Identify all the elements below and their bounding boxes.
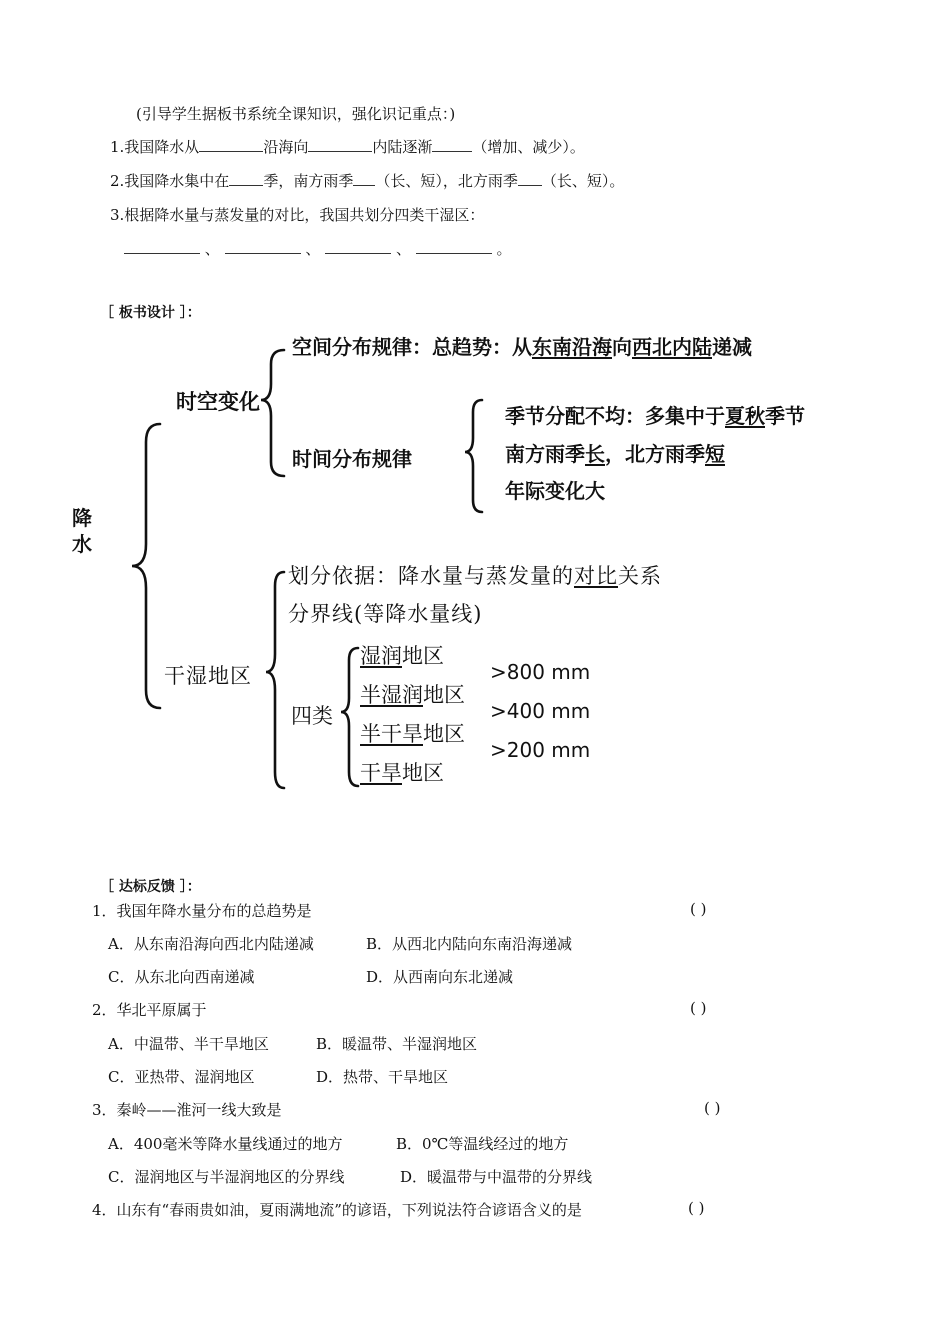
review-question-3: 3.根据降水量与蒸发量的对比，我国共划分四类干湿区： <box>110 206 485 224</box>
fb-q2-option-b[interactable]: B．暖温带、半湿润地区 <box>316 1035 478 1053</box>
board-season <box>505 400 805 429</box>
board-dry-wet: 干湿地区 <box>164 664 252 688</box>
feedback-heading: ［ 达标反馈 ］： <box>100 879 201 895</box>
region-semi-humid <box>360 679 465 709</box>
fb-q3-answer[interactable]: ( ) <box>704 1099 721 1117</box>
fb-q1-stem: 1．我国年降水量分布的总趋势是 <box>92 902 312 920</box>
board-basis <box>288 560 662 590</box>
board-temporal: 时间分布规律 <box>292 447 412 471</box>
fb-q1-option-d[interactable]: D．从西南向东北递减 <box>366 968 514 986</box>
season-prefix: 季节分配不均：多集中于 <box>505 404 725 428</box>
fb-q4-answer[interactable]: ( ) <box>688 1199 705 1217</box>
q1-part-1: 1.我国降水从 <box>110 138 200 156</box>
season-summer-autumn: 夏秋 <box>725 404 765 428</box>
q2-part-2: 季，南方雨季 <box>263 172 354 190</box>
region-arid <box>360 757 444 787</box>
region-arid-key: 干旱 <box>360 761 402 785</box>
fb-q1-option-c[interactable]: C．从东北向西南递减 <box>108 968 255 986</box>
fb-q3-option-d[interactable]: D．暖温带与中温带的分界线 <box>400 1168 593 1186</box>
q3-sep-1: 、 <box>204 240 220 258</box>
region-semi-arid <box>360 718 465 748</box>
fb-q2-option-c[interactable]: C．亚热带、湿润地区 <box>108 1068 255 1086</box>
region-humid <box>360 640 444 670</box>
rainy-part-1: 南方雨季 <box>505 442 585 466</box>
q1-part-3: 内陆逐渐 <box>372 138 433 156</box>
fb-q1-option-b[interactable]: B．从西北内陆向东南沿海递减 <box>366 935 573 953</box>
season-suffix: 季节 <box>765 404 805 428</box>
spatial-prefix: 空间分布规律：总趋势：从 <box>292 335 532 359</box>
q1-part-4: （增加、减少）。 <box>472 138 585 156</box>
board-interannual: 年际变化大 <box>505 479 605 503</box>
region-arid-rest: 地区 <box>402 761 444 785</box>
fb-q4-stem: 4．山东有“春雨贵如油，夏雨满地流”的谚语，下列说法符合谚语含义的是 <box>92 1201 582 1219</box>
board-four-types: 四类 <box>291 704 333 728</box>
brace-root <box>132 424 160 708</box>
spatial-southeast: 东南沿海 <box>532 335 612 359</box>
brace-temporal <box>465 400 482 512</box>
q1-part-2: 沿海向 <box>263 138 309 156</box>
spatial-suffix: 递减 <box>712 335 752 359</box>
fb-q2-option-d[interactable]: D．热带、干旱地区 <box>316 1068 449 1086</box>
q2-part-4: （长、短）。 <box>541 172 625 190</box>
fb-q3-stem: 3．秦岭——淮河一线大致是 <box>92 1101 282 1119</box>
threshold-200: >200 mm <box>490 738 591 762</box>
rainy-part-2: ，北方雨季 <box>605 442 705 466</box>
board-boundary: 分界线(等降水量线) <box>288 602 483 626</box>
region-semi-humid-rest: 地区 <box>423 683 465 707</box>
board-heading: ［ 板书设计 ］： <box>100 305 201 321</box>
fb-q3-option-a[interactable]: A．400毫米等降水量线通过的地方 <box>108 1135 343 1153</box>
fb-q3-option-b[interactable]: B．0℃等温线经过的地方 <box>396 1135 569 1153</box>
region-semi-humid-key: 半湿润 <box>360 683 423 707</box>
board-rainy-season <box>505 438 725 467</box>
basis-suffix: 关系 <box>618 564 662 588</box>
board-root: 降水 <box>72 506 92 556</box>
fb-q1-option-a[interactable]: A．从东南沿海向西北内陆递减 <box>108 935 314 953</box>
fb-q3-option-c[interactable]: C．湿润地区与半湿润地区的分界线 <box>108 1168 345 1186</box>
brace-time-space <box>261 350 284 476</box>
spatial-northwest: 西北内陆 <box>632 335 712 359</box>
rainy-long: 长 <box>585 442 605 466</box>
brace-dry-wet <box>266 572 284 788</box>
rainy-short: 短 <box>705 442 725 466</box>
region-humid-key: 湿润 <box>360 644 402 668</box>
q3-sep-2: 、 <box>305 240 321 258</box>
spatial-mid: 向 <box>612 335 632 359</box>
brace-four <box>341 648 358 786</box>
fb-q1-answer[interactable]: ( ) <box>690 900 707 918</box>
board-time-space: 时空变化 <box>176 390 260 414</box>
review-intro: (引导学生据板书系统全课知识，强化识记重点：) <box>136 105 456 123</box>
q3-sep-3: 、 <box>395 240 411 258</box>
threshold-800: >800 mm <box>490 660 591 684</box>
basis-contrast: 对比 <box>574 564 618 588</box>
fb-q2-stem: 2．华北平原属于 <box>92 1001 207 1019</box>
board-spatial <box>292 331 752 360</box>
region-semi-arid-key: 半干旱 <box>360 722 423 746</box>
q2-part-3: （长、短），北方雨季 <box>375 172 518 190</box>
region-humid-rest: 地区 <box>402 644 444 668</box>
q2-part-1: 2.我国降水集中在 <box>110 172 230 190</box>
fb-q2-answer[interactable]: ( ) <box>690 999 707 1017</box>
basis-prefix: 划分依据：降水量与蒸发量的 <box>288 564 574 588</box>
q3-end: 。 <box>496 240 512 258</box>
fb-q2-option-a[interactable]: A．中温带、半干旱地区 <box>108 1035 269 1053</box>
region-semi-arid-rest: 地区 <box>423 722 465 746</box>
threshold-400: >400 mm <box>490 699 591 723</box>
